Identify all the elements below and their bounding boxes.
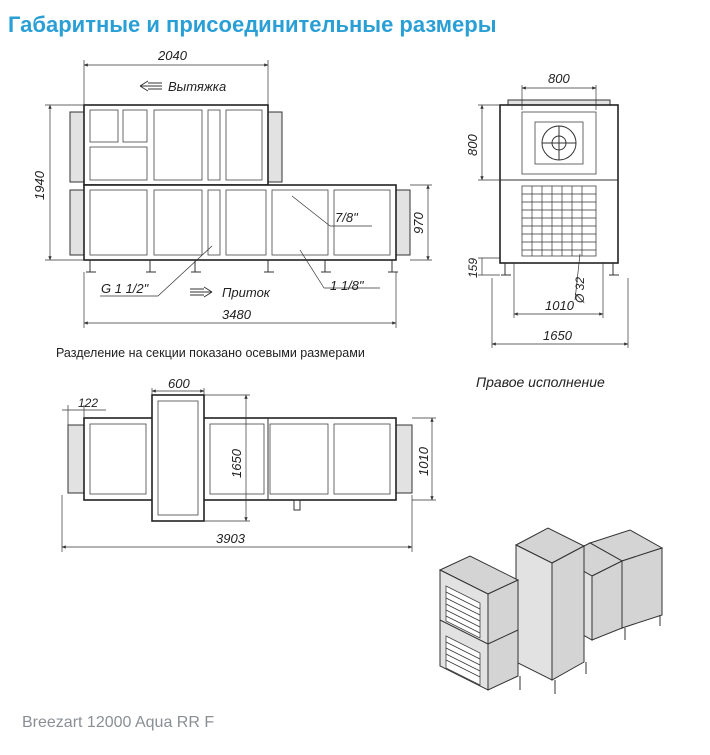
pipe-1-1-8: 1 1/8"	[330, 278, 364, 293]
top-view	[62, 376, 436, 552]
side-dim-800-left: 800	[465, 134, 480, 156]
pipe-7-8: 7/8"	[335, 210, 358, 225]
exhaust-inlet-duct	[70, 112, 84, 182]
supply-inlet-duct	[70, 190, 84, 255]
top-dim-3903: 3903	[216, 531, 245, 546]
top-duct-right	[396, 425, 412, 493]
supply-label: Приток	[222, 285, 270, 300]
top-dim-122: 122	[78, 396, 99, 410]
exhaust-label: Вытяжка	[168, 79, 227, 94]
side-dim-1010: 1010	[545, 298, 574, 313]
side-dim-159: 159	[466, 257, 480, 278]
page-title: Габаритные и присоединительные размеры	[8, 12, 497, 37]
side-dim-800-top: 800	[548, 71, 570, 86]
side-dim-diameter: Ø 32	[573, 276, 587, 303]
section-note: Разделение на секции показано осевыми размерами	[56, 346, 365, 360]
side-dim-1650: 1650	[543, 328, 572, 343]
isometric-view	[440, 528, 662, 694]
right-version-label: Правое исполнение	[476, 374, 605, 390]
model-name: Breezart 12000 Aqua RR F	[22, 714, 215, 731]
exhaust-outlet-duct	[268, 112, 282, 182]
supply-outlet-duct	[396, 190, 410, 255]
dim-970: 970	[411, 212, 426, 234]
dim-3480: 3480	[222, 307, 251, 322]
drain-label: G 1 1/2"	[101, 281, 149, 296]
top-duct-left	[68, 425, 84, 493]
dim-1940: 1940	[32, 171, 47, 200]
top-dim-1650: 1650	[229, 449, 244, 478]
side-view	[465, 71, 628, 348]
front-view	[32, 48, 432, 328]
top-dim-600: 600	[168, 376, 190, 391]
dim-2040: 2040	[158, 48, 187, 63]
top-dim-1010: 1010	[416, 447, 431, 476]
